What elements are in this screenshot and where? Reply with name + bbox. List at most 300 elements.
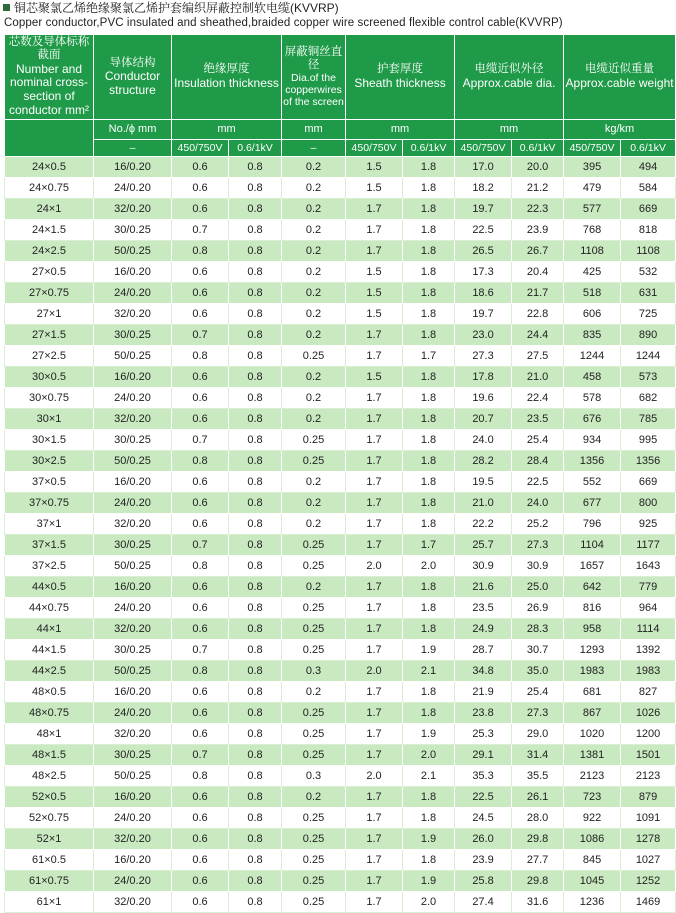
cell-sheath-450: 1.7 xyxy=(346,493,403,514)
cell-sheath-450: 1.7 xyxy=(346,535,403,556)
cell-sheath-450: 1.7 xyxy=(346,577,403,598)
cell-screen-dia: 0.25 xyxy=(282,346,346,367)
cell-conductor-structure: 16/0.20 xyxy=(94,577,172,598)
cell-screen-dia: 0.25 xyxy=(282,535,346,556)
cell-cores-section: 30×2.5 xyxy=(5,451,94,472)
cell-screen-dia: 0.25 xyxy=(282,871,346,892)
cell-sheath-450: 1.7 xyxy=(346,346,403,367)
cell-conductor-structure: 24/0.20 xyxy=(94,808,172,829)
cell-screen-dia: 0.2 xyxy=(282,409,346,430)
table-row xyxy=(5,724,676,745)
cell-insulation-06: 0.8 xyxy=(229,241,282,262)
cell-dia-450: 19.7 xyxy=(455,304,512,325)
cell-weight-450: 768 xyxy=(564,220,621,241)
cell-conductor-structure: 24/0.20 xyxy=(94,178,172,199)
cell-weight-450: 1657 xyxy=(564,556,621,577)
cell-dia-450: 24.9 xyxy=(455,619,512,640)
cell-sheath-06: 1.7 xyxy=(403,535,455,556)
cell-weight-06: 1983 xyxy=(621,661,676,682)
cell-cores-section: 30×1.5 xyxy=(5,430,94,451)
cell-dia-06: 26.7 xyxy=(512,241,564,262)
cell-insulation-450: 0.6 xyxy=(172,199,229,220)
cell-insulation-06: 0.8 xyxy=(229,829,282,850)
cell-sheath-450: 1.7 xyxy=(346,388,403,409)
cell-dia-06: 23.5 xyxy=(512,409,564,430)
cell-dia-06: 23.9 xyxy=(512,220,564,241)
table-row xyxy=(5,325,676,346)
cell-conductor-structure: 32/0.20 xyxy=(94,892,172,913)
cell-weight-450: 458 xyxy=(564,367,621,388)
cell-dia-06: 35.0 xyxy=(512,661,564,682)
cell-sheath-450: 1.7 xyxy=(346,430,403,451)
cell-weight-450: 1104 xyxy=(564,535,621,556)
table-row xyxy=(5,535,676,556)
cell-sheath-06: 1.8 xyxy=(403,325,455,346)
cell-conductor-structure: 24/0.20 xyxy=(94,493,172,514)
cell-dia-06: 21.0 xyxy=(512,367,564,388)
cell-insulation-06: 0.8 xyxy=(229,346,282,367)
spec-table xyxy=(4,34,676,913)
cell-weight-06: 818 xyxy=(621,220,676,241)
cell-sheath-06: 1.8 xyxy=(403,241,455,262)
cell-insulation-450: 0.6 xyxy=(172,367,229,388)
voltage-dash-structure: – xyxy=(94,140,172,157)
cell-dia-450: 27.4 xyxy=(455,892,512,913)
cell-insulation-06: 0.8 xyxy=(229,871,282,892)
cell-insulation-06: 0.8 xyxy=(229,661,282,682)
cell-dia-450: 17.3 xyxy=(455,262,512,283)
cell-weight-450: 677 xyxy=(564,493,621,514)
voltage-weight-450: 450/750V xyxy=(564,140,621,157)
cell-sheath-06: 1.8 xyxy=(403,199,455,220)
cell-weight-06: 995 xyxy=(621,430,676,451)
cell-sheath-450: 1.5 xyxy=(346,157,403,178)
cell-screen-dia: 0.2 xyxy=(282,577,346,598)
cell-dia-450: 22.2 xyxy=(455,514,512,535)
cell-sheath-450: 1.5 xyxy=(346,178,403,199)
header-conductor-structure: 导体结构 Conductor structure xyxy=(94,35,172,120)
header-insulation-thickness: 绝缘厚度 Insulation thickness xyxy=(172,35,282,120)
table-row xyxy=(5,178,676,199)
cell-weight-06: 669 xyxy=(621,472,676,493)
cell-dia-450: 19.6 xyxy=(455,388,512,409)
cell-dia-06: 22.8 xyxy=(512,304,564,325)
cell-sheath-450: 2.0 xyxy=(346,661,403,682)
cell-insulation-450: 0.6 xyxy=(172,808,229,829)
cell-dia-06: 29.0 xyxy=(512,724,564,745)
cell-weight-06: 631 xyxy=(621,283,676,304)
cell-weight-06: 1091 xyxy=(621,808,676,829)
cell-dia-450: 34.8 xyxy=(455,661,512,682)
cell-conductor-structure: 24/0.20 xyxy=(94,871,172,892)
cell-cores-section: 48×0.5 xyxy=(5,682,94,703)
cell-weight-450: 606 xyxy=(564,304,621,325)
cell-conductor-structure: 16/0.20 xyxy=(94,850,172,871)
cell-cores-section: 27×1 xyxy=(5,304,94,325)
cell-sheath-450: 2.0 xyxy=(346,556,403,577)
cell-sheath-450: 1.7 xyxy=(346,199,403,220)
cell-dia-450: 23.5 xyxy=(455,598,512,619)
cell-cores-section: 61×0.75 xyxy=(5,871,94,892)
cell-insulation-06: 0.8 xyxy=(229,199,282,220)
cell-weight-450: 1356 xyxy=(564,451,621,472)
cell-sheath-06: 1.8 xyxy=(403,304,455,325)
cell-insulation-450: 0.6 xyxy=(172,829,229,850)
table-row xyxy=(5,871,676,892)
cell-conductor-structure: 16/0.20 xyxy=(94,682,172,703)
cell-insulation-450: 0.6 xyxy=(172,409,229,430)
cell-sheath-06: 1.8 xyxy=(403,493,455,514)
cell-insulation-06: 0.8 xyxy=(229,619,282,640)
cell-insulation-450: 0.7 xyxy=(172,325,229,346)
cell-sheath-06: 1.8 xyxy=(403,703,455,724)
cell-sheath-06: 1.7 xyxy=(403,346,455,367)
cell-weight-450: 1020 xyxy=(564,724,621,745)
cell-weight-450: 1244 xyxy=(564,346,621,367)
cell-sheath-450: 1.7 xyxy=(346,871,403,892)
cell-insulation-06: 0.8 xyxy=(229,262,282,283)
cell-insulation-450: 0.6 xyxy=(172,514,229,535)
cell-weight-06: 1252 xyxy=(621,871,676,892)
cell-screen-dia: 0.2 xyxy=(282,262,346,283)
cell-dia-06: 20.4 xyxy=(512,262,564,283)
cell-conductor-structure: 32/0.20 xyxy=(94,514,172,535)
cell-insulation-450: 0.6 xyxy=(172,892,229,913)
header-row-voltage xyxy=(5,140,676,157)
cell-sheath-06: 2.1 xyxy=(403,766,455,787)
cell-insulation-06: 0.8 xyxy=(229,787,282,808)
cell-cores-section: 48×1 xyxy=(5,724,94,745)
cell-dia-06: 25.4 xyxy=(512,682,564,703)
cell-dia-450: 28.7 xyxy=(455,640,512,661)
cell-cores-section: 37×2.5 xyxy=(5,556,94,577)
cell-dia-06: 28.4 xyxy=(512,451,564,472)
cell-weight-450: 681 xyxy=(564,682,621,703)
cell-cores-section: 44×2.5 xyxy=(5,661,94,682)
cell-dia-06: 20.0 xyxy=(512,157,564,178)
title-cn-line xyxy=(0,0,650,15)
table-row xyxy=(5,409,676,430)
cell-weight-06: 584 xyxy=(621,178,676,199)
cell-insulation-450: 0.6 xyxy=(172,493,229,514)
cell-sheath-06: 1.8 xyxy=(403,451,455,472)
cell-sheath-06: 1.8 xyxy=(403,682,455,703)
cell-sheath-450: 1.7 xyxy=(346,241,403,262)
cell-insulation-450: 0.6 xyxy=(172,724,229,745)
cell-insulation-06: 0.8 xyxy=(229,388,282,409)
cell-conductor-structure: 16/0.20 xyxy=(94,262,172,283)
table-row xyxy=(5,262,676,283)
cell-screen-dia: 0.25 xyxy=(282,703,346,724)
cell-dia-450: 24.0 xyxy=(455,430,512,451)
cell-cores-section: 27×1.5 xyxy=(5,325,94,346)
table-row xyxy=(5,745,676,766)
cell-sheath-06: 1.8 xyxy=(403,430,455,451)
cell-insulation-06: 0.8 xyxy=(229,556,282,577)
cell-dia-06: 31.4 xyxy=(512,745,564,766)
voltage-dia-450: 450/750V xyxy=(455,140,512,157)
cell-weight-06: 827 xyxy=(621,682,676,703)
cell-insulation-450: 0.8 xyxy=(172,766,229,787)
cell-cores-section: 48×2.5 xyxy=(5,766,94,787)
cell-insulation-450: 0.8 xyxy=(172,451,229,472)
cell-weight-450: 577 xyxy=(564,199,621,220)
cell-screen-dia: 0.2 xyxy=(282,682,346,703)
cell-weight-450: 845 xyxy=(564,850,621,871)
cell-screen-dia: 0.2 xyxy=(282,367,346,388)
cell-conductor-structure: 50/0.25 xyxy=(94,346,172,367)
cell-conductor-structure: 24/0.20 xyxy=(94,388,172,409)
cell-conductor-structure: 24/0.20 xyxy=(94,598,172,619)
cell-weight-06: 1392 xyxy=(621,640,676,661)
cell-dia-06: 26.1 xyxy=(512,787,564,808)
cell-screen-dia: 0.25 xyxy=(282,724,346,745)
title-cn: 铜芯聚氯乙烯绝缘聚氯乙烯护套编织屏蔽控制软电缆(KVVRP) xyxy=(14,1,339,15)
cell-sheath-06: 1.8 xyxy=(403,514,455,535)
table-row xyxy=(5,388,676,409)
cell-dia-450: 23.8 xyxy=(455,703,512,724)
voltage-weight-06: 0.6/1kV xyxy=(621,140,676,157)
voltage-sheath-06: 0.6/1kV xyxy=(403,140,455,157)
cell-sheath-06: 2.0 xyxy=(403,892,455,913)
cell-screen-dia: 0.25 xyxy=(282,451,346,472)
voltage-insulation-450: 450/750V xyxy=(172,140,229,157)
cell-conductor-structure: 30/0.25 xyxy=(94,430,172,451)
cell-dia-450: 26.0 xyxy=(455,829,512,850)
cell-insulation-06: 0.8 xyxy=(229,367,282,388)
header-cable-dia: 电缆近似外径 Approx.cable dia. xyxy=(455,35,564,120)
cell-weight-450: 934 xyxy=(564,430,621,451)
cell-sheath-450: 1.7 xyxy=(346,409,403,430)
cell-cores-section: 24×1.5 xyxy=(5,220,94,241)
cell-insulation-450: 0.6 xyxy=(172,787,229,808)
cell-sheath-450: 1.7 xyxy=(346,451,403,472)
cell-insulation-450: 0.6 xyxy=(172,283,229,304)
cell-insulation-06: 0.8 xyxy=(229,577,282,598)
spec-table-body xyxy=(5,157,676,913)
cell-weight-450: 922 xyxy=(564,808,621,829)
cell-sheath-06: 1.9 xyxy=(403,829,455,850)
table-row xyxy=(5,514,676,535)
cell-screen-dia: 0.2 xyxy=(282,283,346,304)
table-row xyxy=(5,472,676,493)
cell-screen-dia: 0.2 xyxy=(282,199,346,220)
cell-dia-450: 24.5 xyxy=(455,808,512,829)
cell-sheath-06: 1.8 xyxy=(403,178,455,199)
cell-insulation-450: 0.6 xyxy=(172,619,229,640)
table-row xyxy=(5,451,676,472)
cell-weight-06: 1200 xyxy=(621,724,676,745)
cell-insulation-06: 0.8 xyxy=(229,703,282,724)
cell-sheath-450: 1.7 xyxy=(346,640,403,661)
table-row xyxy=(5,577,676,598)
cell-weight-450: 1381 xyxy=(564,745,621,766)
spec-table-wrapper xyxy=(4,34,674,913)
cell-insulation-450: 0.6 xyxy=(172,598,229,619)
cell-conductor-structure: 32/0.20 xyxy=(94,409,172,430)
cell-cores-section: 52×0.75 xyxy=(5,808,94,829)
cell-sheath-06: 2.1 xyxy=(403,661,455,682)
cell-weight-06: 785 xyxy=(621,409,676,430)
cell-sheath-450: 1.5 xyxy=(346,367,403,388)
cell-sheath-450: 1.7 xyxy=(346,619,403,640)
unit-sheath-mm: mm xyxy=(346,120,455,140)
cell-insulation-06: 0.8 xyxy=(229,892,282,913)
cell-weight-06: 800 xyxy=(621,493,676,514)
cell-insulation-06: 0.8 xyxy=(229,745,282,766)
cell-weight-450: 958 xyxy=(564,619,621,640)
table-row xyxy=(5,598,676,619)
cell-insulation-06: 0.8 xyxy=(229,724,282,745)
cell-dia-06: 29.8 xyxy=(512,871,564,892)
unit-insulation-mm: mm xyxy=(172,120,282,140)
cell-cores-section: 24×0.5 xyxy=(5,157,94,178)
cell-screen-dia: 0.2 xyxy=(282,493,346,514)
table-row xyxy=(5,241,676,262)
table-row xyxy=(5,661,676,682)
cell-insulation-450: 0.7 xyxy=(172,430,229,451)
cell-insulation-450: 0.6 xyxy=(172,304,229,325)
cell-dia-450: 29.1 xyxy=(455,745,512,766)
cell-screen-dia: 0.25 xyxy=(282,745,346,766)
bullet-square-icon xyxy=(3,4,10,11)
cell-sheath-06: 1.8 xyxy=(403,598,455,619)
cell-cores-section: 52×0.5 xyxy=(5,787,94,808)
cell-sheath-450: 1.5 xyxy=(346,283,403,304)
cell-cores-section: 52×1 xyxy=(5,829,94,850)
cell-sheath-06: 1.8 xyxy=(403,283,455,304)
cell-weight-06: 494 xyxy=(621,157,676,178)
cell-dia-06: 25.4 xyxy=(512,430,564,451)
cell-screen-dia: 0.2 xyxy=(282,241,346,262)
cell-weight-450: 1108 xyxy=(564,241,621,262)
cell-dia-450: 17.0 xyxy=(455,157,512,178)
cell-conductor-structure: 50/0.25 xyxy=(94,451,172,472)
cell-conductor-structure: 50/0.25 xyxy=(94,556,172,577)
cell-cores-section: 44×0.75 xyxy=(5,598,94,619)
cell-conductor-structure: 50/0.25 xyxy=(94,661,172,682)
cell-insulation-06: 0.8 xyxy=(229,808,282,829)
cell-conductor-structure: 32/0.20 xyxy=(94,724,172,745)
cell-insulation-450: 0.8 xyxy=(172,556,229,577)
cell-dia-06: 30.9 xyxy=(512,556,564,577)
cell-insulation-450: 0.8 xyxy=(172,346,229,367)
cell-weight-06: 779 xyxy=(621,577,676,598)
cell-dia-06: 27.3 xyxy=(512,535,564,556)
cell-weight-06: 1643 xyxy=(621,556,676,577)
table-row xyxy=(5,892,676,913)
cell-cores-section: 44×1 xyxy=(5,619,94,640)
cell-conductor-structure: 50/0.25 xyxy=(94,241,172,262)
table-row xyxy=(5,430,676,451)
voltage-dia-06: 0.6/1kV xyxy=(512,140,564,157)
cell-conductor-structure: 32/0.20 xyxy=(94,199,172,220)
cell-cores-section: 37×0.75 xyxy=(5,493,94,514)
cell-insulation-06: 0.8 xyxy=(229,325,282,346)
cell-weight-450: 1236 xyxy=(564,892,621,913)
cell-dia-06: 25.0 xyxy=(512,577,564,598)
cell-weight-06: 1244 xyxy=(621,346,676,367)
cell-weight-450: 642 xyxy=(564,577,621,598)
table-row xyxy=(5,766,676,787)
cell-screen-dia: 0.2 xyxy=(282,787,346,808)
cell-cores-section: 24×2.5 xyxy=(5,241,94,262)
cell-dia-06: 28.3 xyxy=(512,619,564,640)
cell-dia-450: 19.5 xyxy=(455,472,512,493)
table-row xyxy=(5,850,676,871)
cell-sheath-450: 1.7 xyxy=(346,325,403,346)
cell-conductor-structure: 16/0.20 xyxy=(94,367,172,388)
table-row xyxy=(5,640,676,661)
cell-screen-dia: 0.25 xyxy=(282,892,346,913)
cell-sheath-450: 1.7 xyxy=(346,724,403,745)
cell-screen-dia: 0.25 xyxy=(282,808,346,829)
cell-sheath-06: 1.8 xyxy=(403,157,455,178)
cell-sheath-06: 1.9 xyxy=(403,640,455,661)
cell-weight-450: 1293 xyxy=(564,640,621,661)
cell-insulation-450: 0.6 xyxy=(172,850,229,871)
cell-sheath-450: 1.5 xyxy=(346,304,403,325)
table-row xyxy=(5,829,676,850)
cell-conductor-structure: 30/0.25 xyxy=(94,640,172,661)
table-row xyxy=(5,619,676,640)
title-en: Copper conductor,PVC insulated and sheathed,braided copper wire screened flexible control cable(KVVRP) xyxy=(4,16,563,29)
cell-sheath-450: 1.7 xyxy=(346,829,403,850)
cell-cores-section: 44×0.5 xyxy=(5,577,94,598)
table-row xyxy=(5,199,676,220)
cell-conductor-structure: 30/0.25 xyxy=(94,535,172,556)
voltage-dash-screen: – xyxy=(282,140,346,157)
cell-weight-450: 395 xyxy=(564,157,621,178)
cell-sheath-450: 1.7 xyxy=(346,514,403,535)
cell-sheath-450: 1.7 xyxy=(346,682,403,703)
cell-sheath-450: 1.7 xyxy=(346,472,403,493)
cell-dia-450: 25.8 xyxy=(455,871,512,892)
cell-weight-450: 816 xyxy=(564,598,621,619)
cell-sheath-450: 1.7 xyxy=(346,703,403,724)
cell-conductor-structure: 24/0.20 xyxy=(94,703,172,724)
cell-weight-06: 964 xyxy=(621,598,676,619)
cell-weight-450: 1983 xyxy=(564,661,621,682)
cell-conductor-structure: 16/0.20 xyxy=(94,472,172,493)
unit-screen-mm: mm xyxy=(282,120,346,140)
cell-insulation-450: 0.6 xyxy=(172,871,229,892)
cell-dia-06: 27.5 xyxy=(512,346,564,367)
table-row xyxy=(5,346,676,367)
cell-insulation-450: 0.6 xyxy=(172,178,229,199)
cell-dia-450: 17.8 xyxy=(455,367,512,388)
cell-dia-450: 23.9 xyxy=(455,850,512,871)
cell-sheath-06: 2.0 xyxy=(403,556,455,577)
cell-insulation-06: 0.8 xyxy=(229,493,282,514)
cell-insulation-450: 0.6 xyxy=(172,388,229,409)
cell-weight-06: 1026 xyxy=(621,703,676,724)
cell-dia-06: 27.7 xyxy=(512,850,564,871)
cell-dia-450: 28.2 xyxy=(455,451,512,472)
table-row xyxy=(5,808,676,829)
cell-weight-06: 1278 xyxy=(621,829,676,850)
cell-weight-06: 925 xyxy=(621,514,676,535)
cell-cores-section: 27×2.5 xyxy=(5,346,94,367)
cell-dia-450: 22.5 xyxy=(455,787,512,808)
cell-cores-section: 30×0.5 xyxy=(5,367,94,388)
cell-screen-dia: 0.3 xyxy=(282,766,346,787)
cell-insulation-06: 0.8 xyxy=(229,682,282,703)
cell-weight-06: 532 xyxy=(621,262,676,283)
cell-sheath-06: 1.8 xyxy=(403,262,455,283)
cell-dia-06: 24.0 xyxy=(512,493,564,514)
cell-screen-dia: 0.2 xyxy=(282,514,346,535)
